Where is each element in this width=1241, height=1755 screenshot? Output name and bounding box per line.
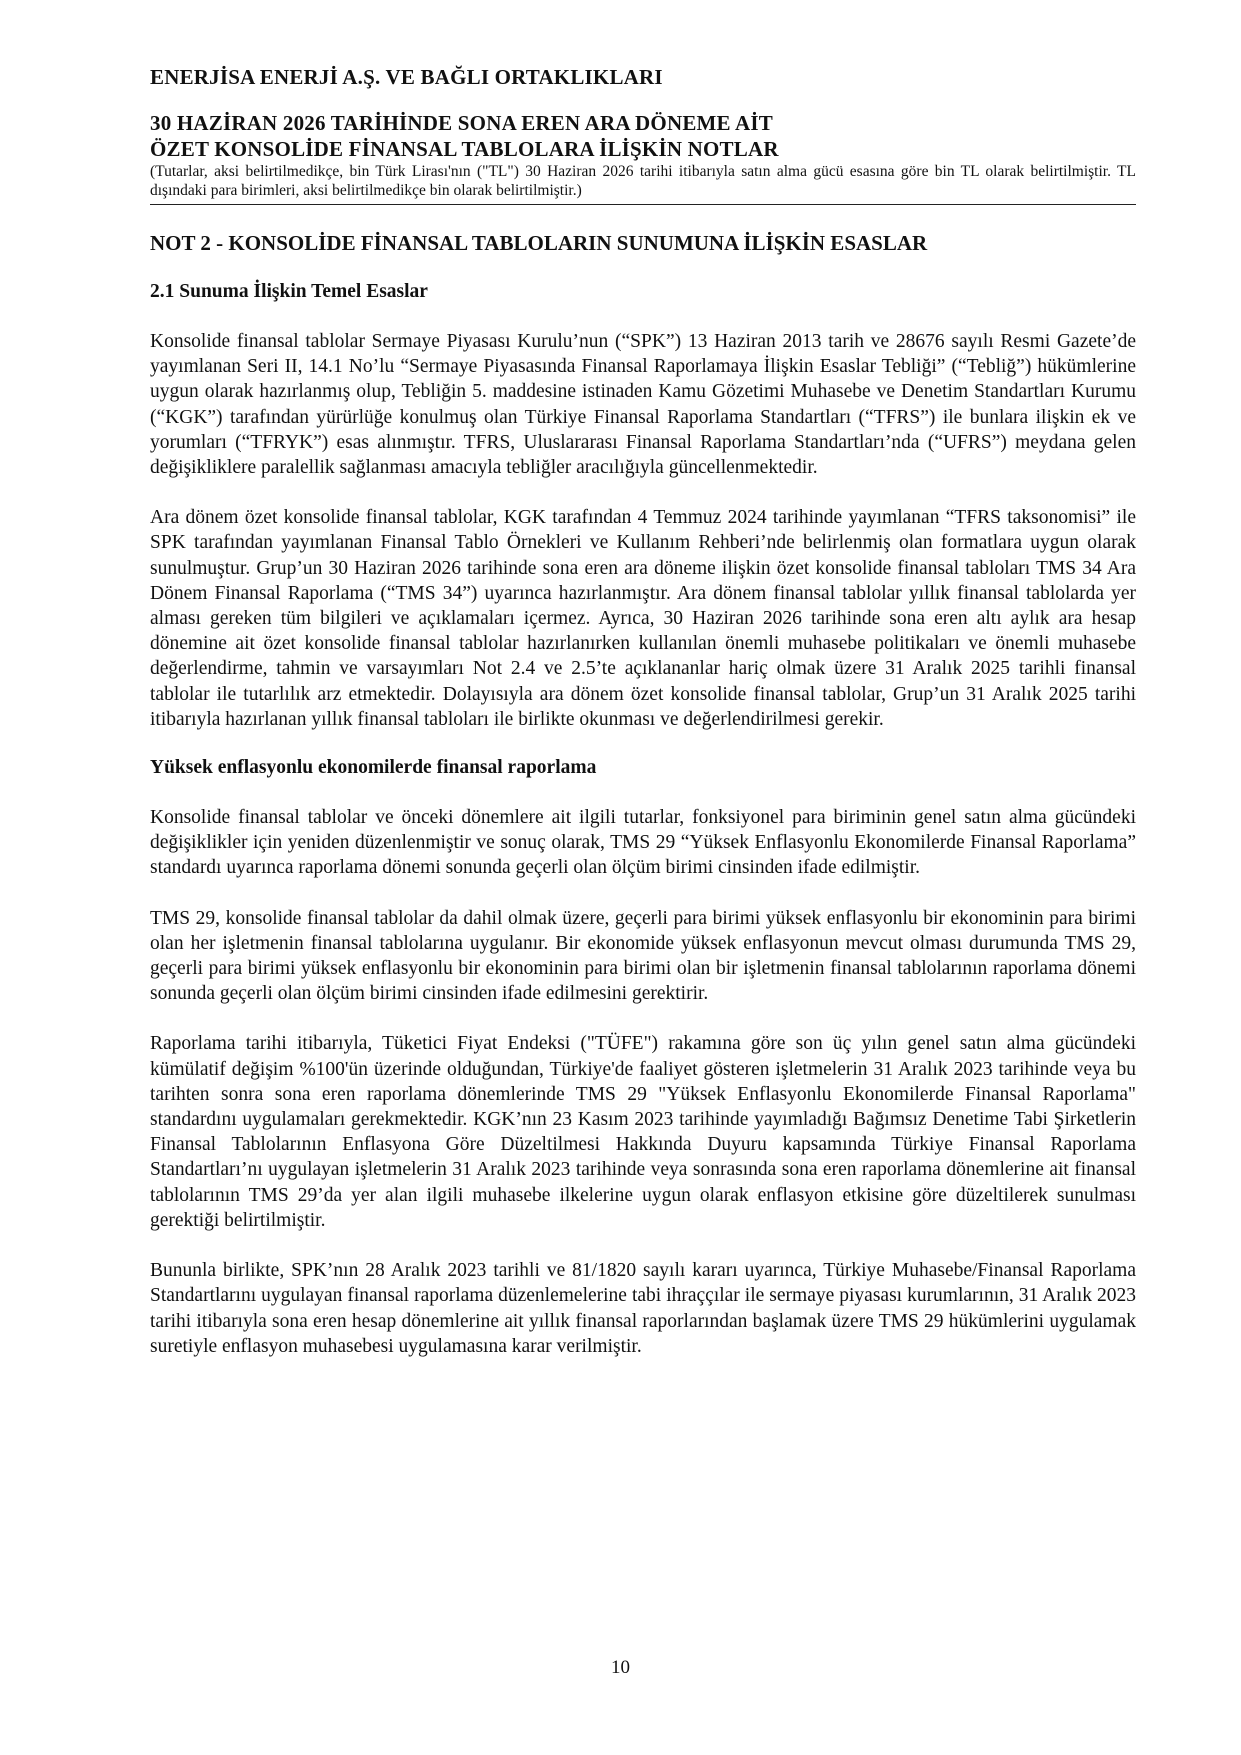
subsection-title: 2.1 Sunuma İlişkin Temel Esaslar xyxy=(150,281,428,302)
paragraph: Bununla birlikte, SPK’nın 28 Aralık 2023 tarihli ve 81/1820 sayılı kararı uyarınca, Türkiye Muhasebe/Finansal Raporlama Standartlarını uygulayan finansal raporlama düzenlemelerine tabi ihraççılar ile sermaye piyasası kurumlarının, 31 Aralık 2023 tarihi itibarıyla sona eren hesap dönemlerine ait yıllık finansal raporlarından başlamak üzere TMS 29 hükümlerini uygulamak suretiyle enflasyon muhasebesi uygulamasına karar verilmiştir. xyxy=(150,1260,1136,1357)
document-page xyxy=(150,64,1136,1359)
paragraph: TMS 29, konsolide finansal tablolar da dahil olmak üzere, geçerli para birimi yüksek enflasyonlu bir ekonominin para birimi olan her işletmenin finansal tablolarına uygulanır. Bir ekonomide yüksek enflasyonun mevcut olması durumunda TMS 29, geçerli para birimi yüksek enflasyonlu bir ekonominin para birimi olan bir işletmenin finansal tablolarının raporlama dönemi sonunda geçerli olan ölçüm birimi cinsinden ifade edilmesini gerektirir. xyxy=(150,907,1136,1005)
page-number: 10 xyxy=(611,1657,630,1678)
report-title-line-1: 30 HAZİRAN 2026 TARİHİNDE SONA EREN ARA DÖNEME AİT xyxy=(150,111,773,135)
paragraph: Raporlama tarihi itibarıyla, Tüketici Fiyat Endeksi ("TÜFE") rakamına göre son üç yılın genel satın alma gücündeki kümülatif değişim %100'ün üzerinde olduğundan, Türkiye'de faaliyet gösteren işletmelerin 31 Aralık 2023 tarihinde veya bu tarihten sonra sona eren raporlama dönemlerinde TMS 29 "Yüksek Enflasyonlu Ekonomilerde Finansal Raporlama" standardını uygulamaları gerekmektedir. KGK’nın 23 Kasım 2023 tarihinde yayımladığı Bağımsız Denetime Tabi Şirketlerin Finansal Tablolarının Enflasyona Göre Düzeltilmesi Hakkında Duyuru kapsamında Türkiye Finansal Raporlama Standartları’nı uygulayan işletmelerin 31 Aralık 2023 tarihinde veya sonrasında sona eren raporlama dönemlerine ait finansal tablolarının TMS 29’da yer alan ilgili muhasebe ilkelerine uygun olarak enflasyon etkisine göre düzeltilerek sunulması gerektiği belirtilmiştir. xyxy=(150,1033,1136,1231)
report-title-line-2: ÖZET KONSOLİDE FİNANSAL TABLOLARA İLİŞKİN NOTLAR xyxy=(150,137,779,161)
section-title: NOT 2 - KONSOLİDE FİNANSAL TABLOLARIN SUNUMUNA İLİŞKİN ESASLAR xyxy=(150,231,928,255)
paragraph: Konsolide finansal tablolar Sermaye Piyasası Kurulu’nun (“SPK”) 13 Haziran 2013 tarih ve 28676 sayılı Resmi Gazete’de yayımlanan Seri II, 14.1 No’lu “Sermaye Piyasasında Finansal Raporlamaya İlişkin Esaslar Tebliği” (“Tebliğ”) hükümlerine uygun olarak hazırlanmış olup, Tebliğin 5. maddesine istinaden Kamu Gözetimi Muhasebe ve Denetim Standartları Kurumu (“KGK”) tarafından yürürlüğe konulmuş olan Türkiye Finansal Raporlama Standartları (“TFRS”) ile bunlara ilişkin ek ve yorumları (“TFRYK”) esas alınmıştır. TFRS, Uluslararası Finansal Raporlama Standartları’nda (“UFRS”) meydana gelen değişikliklere paralellik sağlanması amacıyla tebliğler aracılığıyla güncellenmektedir. xyxy=(150,331,1136,479)
company-name: ENERJİSA ENERJİ A.Ş. VE BAĞLI ORTAKLIKLARI xyxy=(150,65,663,89)
header-divider xyxy=(150,204,1136,205)
subsection-title-inflation: Yüksek enflasyonlu ekonomilerde finansal raporlama xyxy=(150,757,597,779)
paragraph: Konsolide finansal tablolar ve önceki dönemlere ait ilgili tutarlar, fonksiyonel para biriminin genel satın alma gücündeki değişiklikler için yeniden düzenlenmiştir ve sonuç olarak, TMS 29 “Yüksek Enflasyonlu Ekonomilerde Finansal Raporlama” standardı uyarınca raporlama dönemi sonunda geçerli olan ölçüm birimi cinsinden ifade edilmiştir. xyxy=(150,807,1136,879)
paragraph: Ara dönem özet konsolide finansal tablolar, KGK tarafından 4 Temmuz 2024 tarihinde yayımlanan “TFRS taksonomisi” ile SPK tarafından yayımlanan Finansal Tablo Örnekleri ve Kullanım Rehberi’nde belirlenmiş olan formatlara uygun olarak sunulmuştur. Grup’un 30 Haziran 2026 tarihinde sona eren ara döneme ilişkin özet konsolide finansal tabloları TMS 34 Ara Dönem Finansal Raporlama (“TMS 34”) uyarınca hazırlanmıştır. Ara dönem finansal tablolar yıllık finansal tablolarda yer alması gereken tüm bilgileri ve açıklamaları içermez. Ayrıca, 30 Haziran 2026 tarihinde sona eren altı aylık ara hesap dönemine ait özet konsolide finansal tablolar hazırlanırken kullanılan önemli muhasebe politikaları ve önemli muhasebe değerlendirme, tahmin ve varsayımları Not 2.4 ve 2.5’te açıklananlar hariç olmak üzere 31 Aralık 2025 tarihli finansal tablolar ile tutarlılık arz etmektedir. Dolayısıyla ara dönem özet konsolide finansal tablolar, Grup’un 31 Aralık 2025 tarihi itibarıyla hazırlanan yıllık finansal tabloları ile birlikte okunması ve değerlendirilmesi gerekir. xyxy=(150,507,1136,730)
currency-note: (Tutarlar, aksi belirtilmedikçe, bin Türk Lirası'nın ("TL") 30 Haziran 2026 tarihi itibarıyla satın alma gücü esasına göre bin TL olarak belirtilmiştir. TL dışındaki para birimleri, aksi belirtilmedikçe bin olarak belirtilmiştir.) xyxy=(150,163,1136,199)
